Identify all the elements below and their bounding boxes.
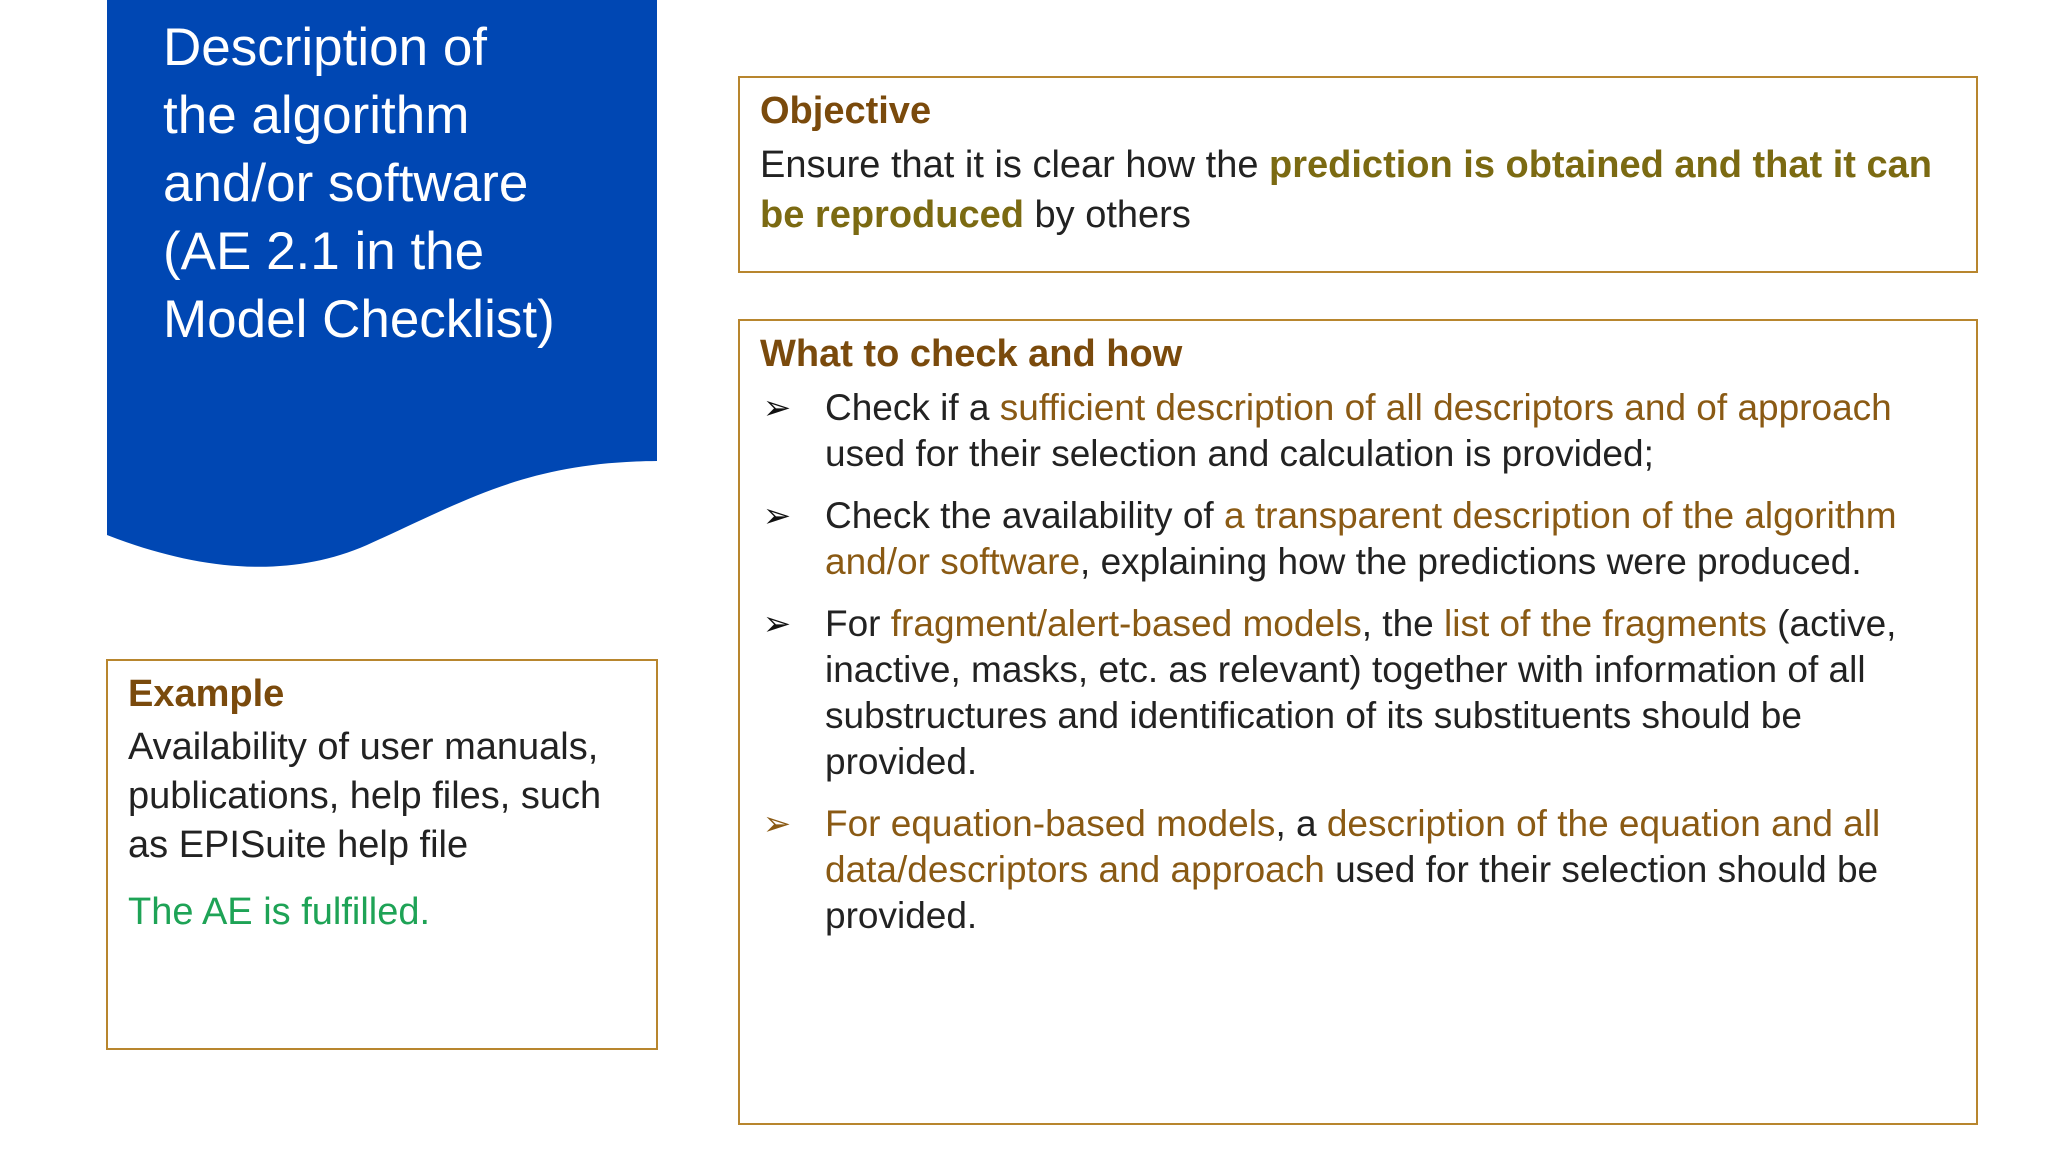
arrow-bullet-icon: ➢ bbox=[762, 497, 792, 535]
example-box bbox=[106, 659, 658, 1050]
item-text: , explaining how the predictions were produced. bbox=[1080, 541, 1862, 582]
item-text: For bbox=[825, 603, 891, 644]
item-text: (active, inactive, masks, etc. as relevant) together with information of all substructures and identification of its substituents should be provided. bbox=[825, 603, 1897, 782]
arrow-bullet-icon: ➢ bbox=[762, 389, 792, 427]
item-highlight: For equation-based models bbox=[825, 803, 1276, 844]
objective-text bbox=[760, 140, 1956, 240]
item-text: Check if a bbox=[825, 387, 1000, 428]
title-line: Model Checklist) bbox=[163, 290, 555, 349]
check-box bbox=[738, 319, 1978, 1125]
page-title bbox=[163, 14, 633, 354]
item-highlight: list of the fragments bbox=[1444, 603, 1767, 644]
objective-text-part: by others bbox=[1023, 194, 1191, 236]
title-line: and/or software bbox=[163, 154, 529, 213]
objective-highlight: prediction is obtained and that it can be reproduced bbox=[760, 144, 1932, 236]
check-item bbox=[760, 385, 1956, 477]
arrow-bullet-icon: ➢ bbox=[762, 805, 792, 843]
item-text: used for their selection should be provided. bbox=[825, 849, 1879, 936]
example-status: The AE is fulfilled. bbox=[128, 891, 431, 933]
item-text: , a bbox=[1275, 803, 1327, 844]
example-heading: Example bbox=[128, 673, 285, 715]
item-highlight: a transparent description of the algorithm and/or software bbox=[825, 495, 1897, 582]
objective-heading: Objective bbox=[760, 90, 932, 132]
check-item bbox=[760, 601, 1956, 785]
arrow-bullet-icon: ➢ bbox=[762, 605, 792, 643]
title-line: the algorithm bbox=[163, 86, 470, 145]
title-line: Description of bbox=[163, 18, 488, 77]
example-text: Availability of user manuals, publications, help files, such as EPISuite help file bbox=[128, 726, 602, 866]
check-list bbox=[760, 385, 1956, 939]
title-line: (AE 2.1 in the bbox=[163, 222, 485, 281]
check-heading: What to check and how bbox=[760, 333, 1183, 375]
item-text: Check the availability of bbox=[825, 495, 1224, 536]
check-item bbox=[760, 493, 1956, 585]
item-text: used for their selection and calculation is provided; bbox=[825, 433, 1654, 474]
item-highlight: description of the equation and all data/descriptors and approach bbox=[825, 803, 1881, 890]
objective-box bbox=[738, 76, 1978, 273]
item-highlight: sufficient description of all descriptors and of approach bbox=[999, 387, 1892, 428]
check-item bbox=[760, 801, 1956, 939]
item-text: , the bbox=[1361, 603, 1445, 644]
item-highlight: fragment/alert-based models bbox=[890, 603, 1362, 644]
objective-text-part: Ensure that it is clear how the bbox=[760, 144, 1270, 186]
